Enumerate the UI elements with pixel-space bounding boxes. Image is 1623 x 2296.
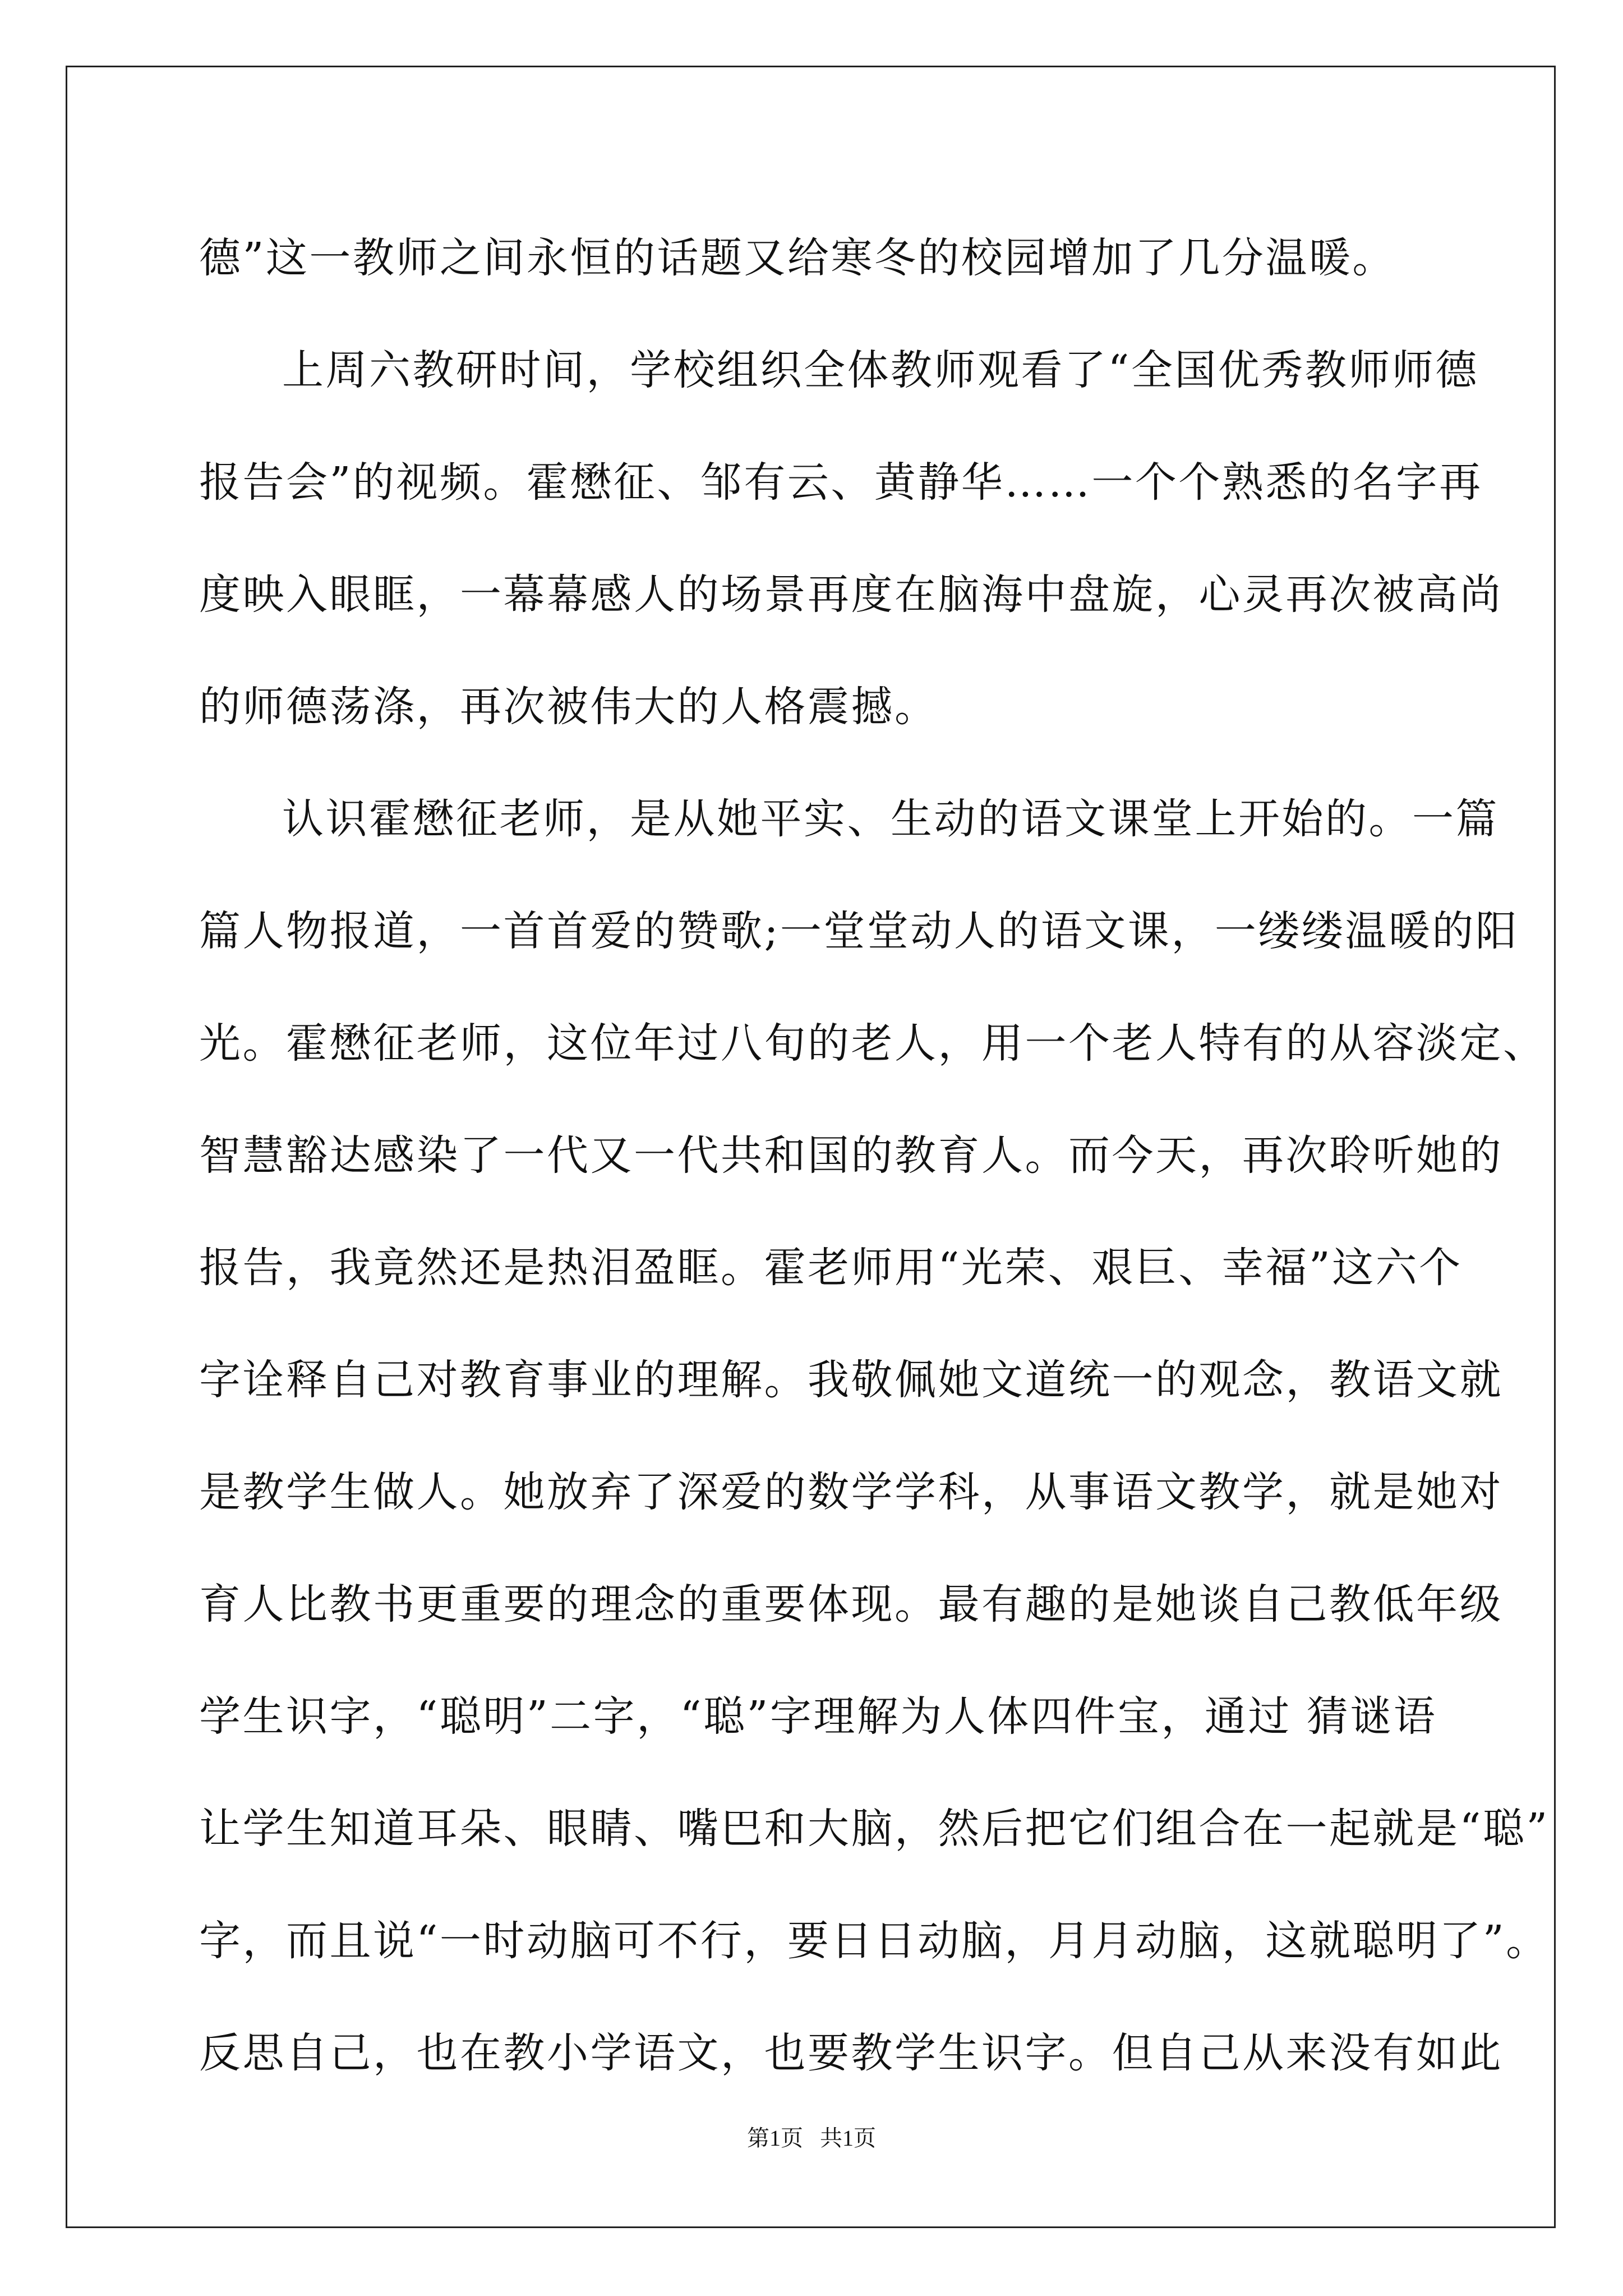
- text-line: 度映入眼眶，一幕幕感人的场景再度在脑海中盘旋，心灵再次被高尚: [199, 570, 1503, 619]
- text-line: 光。霍懋征老师，这位年过八旬的老人，用一个老人特有的从容淡定、: [199, 1019, 1547, 1068]
- text-line: 认识霍懋征老师，是从她平实、生动的语文课堂上开始的。一篇: [282, 795, 1499, 843]
- text-line: 智慧豁达感染了一代又一代共和国的教育人。而今天，再次聆听她的: [199, 1131, 1503, 1180]
- text-line: 篇人物报道，一首首爱的赞歌;一堂堂动人的语文课，一缕缕温暖的阳: [199, 907, 1519, 955]
- text-line: 的师德荡涤，再次被伟大的人格震撼。: [199, 683, 938, 731]
- text-line: 让学生知道耳朵、眼睛、嘴巴和大脑，然后把它们组合在一起就是“聪”: [199, 1805, 1550, 1853]
- text-line: 育人比教书更重要的理念的重要体现。最有趣的是她谈自己教低年级: [199, 1580, 1503, 1628]
- text-line: 学生识字，“聪明”二字，“聪”字理解为人体四件宝，通过 猜谜语: [199, 1692, 1437, 1741]
- text-line: 报告会”的视频。霍懋征、邹有云、黄静华……一个个熟悉的名字再: [199, 458, 1483, 507]
- text-line: 字诠释自己对教育事业的理解。我敬佩她文道统一的观念，教语文就: [199, 1356, 1503, 1404]
- text-line: 是教学生做人。她放弃了深爱的数学学科，从事语文教学，就是她对: [199, 1468, 1503, 1516]
- text-line: 德”这一教师之间永恒的话题又给寒冬的校园增加了几分温暖。: [199, 234, 1396, 282]
- body-text: [199, 199, 1550, 2106]
- page-number-footer: 第1页 共1页: [747, 2125, 876, 2151]
- text-line: 报告，我竟然还是热泪盈眶。霍老师用“光荣、艰巨、幸福”这六个: [199, 1244, 1463, 1292]
- text-line: 反思自己，也在教小学语文，也要教学生识字。但自己从来没有如此: [199, 2029, 1503, 2077]
- text-line: 上周六教研时间，学校组织全体教师观看了“全国优秀教师师德: [282, 346, 1479, 394]
- text-line: 字，而且说“一时动脑可不行，要日日动脑，月月动脑，这就聪明了”。: [199, 1917, 1550, 1965]
